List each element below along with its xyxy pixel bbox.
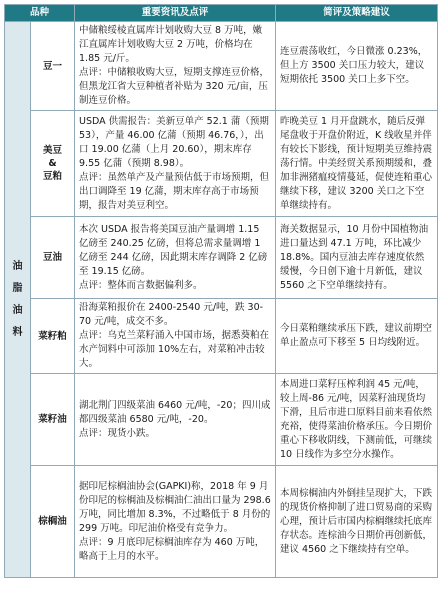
category-char: 油	[12, 260, 23, 272]
variety-cell	[31, 299, 75, 374]
table-row	[5, 111, 438, 217]
category-char: 脂	[12, 282, 23, 294]
comment-cell: 昨晚美豆 1 月开盘跳水，随后反弹尾盘收于开盘价附近，K 线收星并伴有较长下影线，预计短期美豆维持震荡行情。中美经贸关系预期缓和，叠加非洲猪瘟疫情蔓延，促使连粕重心继续下移，建议 3200 关口之下空单继续持有。	[276, 111, 438, 217]
variety-label: 豆一	[43, 60, 63, 72]
comment-cell: 连豆震荡收红，今日微涨 0.23%，但上方 3500 关口压力较大，建议短期依托 3500 关口上多下空。	[276, 22, 438, 111]
table-row	[5, 466, 438, 578]
info-paragraph: 点评：现货小跌。	[79, 427, 156, 439]
info-cell	[75, 111, 276, 217]
header-comment: 简评及策略建议	[276, 5, 438, 22]
category-char: 料	[12, 326, 23, 338]
variety-label: 菜籽油	[38, 414, 67, 425]
info-paragraph: 中储粮绥棱直属库计划收购大豆 8 万吨，嫩江直属库计划收购大豆 2 万吨，价格均在 1.85 元/斤。	[79, 25, 263, 64]
variety-cell	[31, 111, 75, 217]
variety-label: 豆粕	[43, 171, 63, 182]
variety-label: 豆油	[43, 252, 63, 263]
info-cell	[75, 374, 276, 466]
info-paragraph: 点评：整体而言数据偏利多。	[79, 279, 203, 291]
info-cell	[75, 22, 276, 111]
variety-cell	[31, 374, 75, 466]
variety-cell	[31, 217, 75, 299]
info-cell	[75, 466, 276, 578]
variety-label: 美豆	[43, 145, 63, 156]
variety-label: 棕榈油	[38, 516, 67, 527]
variety-cell	[31, 22, 75, 111]
table-row	[5, 299, 438, 374]
table-row	[5, 374, 438, 466]
info-paragraph: 点评：中储粮收购大豆，短期支撑连豆价格，但黑龙江省大豆种植者补贴为 320 元/亩，压制连豆价格。	[79, 67, 270, 106]
category-char: 油	[12, 304, 23, 316]
info-paragraph: 点评：虽然单产及产量预估低于市场预期，但出口调降至 19 亿蒲，期末库存高于市场预期，报告对美豆利空。	[79, 171, 270, 211]
info-paragraph: 点评：乌克兰菜籽涌入中国市场，据悉葵粕在水产饲料中可添加 10%左右，对菜粕冲击较大。	[79, 330, 270, 369]
info-paragraph: 本次 USDA 报告将美国豆油产量调增 1.15 亿磅至 240.25 亿磅，但将总需求量调增 1 亿磅至 244 亿磅，因此期末库存调降 2 亿磅至 19.15 亿磅。	[79, 223, 268, 277]
info-cell	[75, 217, 276, 299]
variety-cell	[31, 466, 75, 578]
table-row	[5, 217, 438, 299]
info-paragraph: USDA 供需报告：美新豆单产 52.1 蒲（预期53），产量 46.00 亿蒲（预期 46.76，），出口 19.00 亿蒲（上月 20.60），期末库存 9.55 亿蒲（预期 8.98）。	[79, 115, 269, 169]
comment-cell: 海关数据显示，10 月份中国植物油进口量达到 47.1 万吨，环比减少 18.8%。国内豆油去库存速度依然缓慢，今日创下逾十月新低，建议 5560 之下空单继续持有。	[276, 217, 438, 299]
comment-cell: 今日菜粕继续承压下跌，建议前期空单止盈点可下移至 5 日均线附近。	[276, 299, 438, 374]
table-header-row	[5, 5, 438, 22]
comment-cell: 本周进口菜籽压榨利润 45 元/吨，较上周-86 元/吨，因菜籽油现货均下滑，且后市进口原料目前来看依然充裕，使得菜油价格承压。今日期价重心下移收阴线，下测前低，可继续 10 日线作为多空分水操作。	[276, 374, 438, 466]
info-cell	[75, 299, 276, 374]
table-row	[5, 22, 438, 111]
briefing-table	[4, 4, 438, 578]
comment-cell: 本周棕榈油内外倒挂呈现扩大，下跌的现货价格抑制了进口贸易商的采购心理，预计后市国内棕榈继续托底库存状态。连棕油今日期价再创新低，建议 4560 之下继续持有空单。	[276, 466, 438, 578]
info-paragraph: 据印尼棕榈油协会(GAPKI)称，2018 年 9 月份印尼的棕榈油及棕榈油仁油出口量为 298.6 万吨，同比增加 8.3%，不过略低于 8 月份的 299 万吨。印尼油价格受有竞争力。	[79, 480, 271, 534]
variety-label: &	[48, 158, 57, 169]
header-variety: 品种	[5, 5, 75, 22]
header-info: 重要资讯及点评	[75, 5, 276, 22]
info-paragraph: 点评：9 月底印尼棕榈油库存为 460 万吨，略高于上月的水平。	[79, 536, 265, 562]
category-cell	[5, 22, 31, 578]
info-paragraph: 湖北荆门四级菜油 6460 元/吨，-20；四川成都四级菜油 6580 元/吨，-20。	[79, 399, 271, 425]
variety-label: 菜籽粕	[38, 330, 67, 342]
info-paragraph: 沿海菜粕报价在 2400-2540 元/吨，跌 30-70 元/吨，成交不多。	[79, 302, 264, 327]
